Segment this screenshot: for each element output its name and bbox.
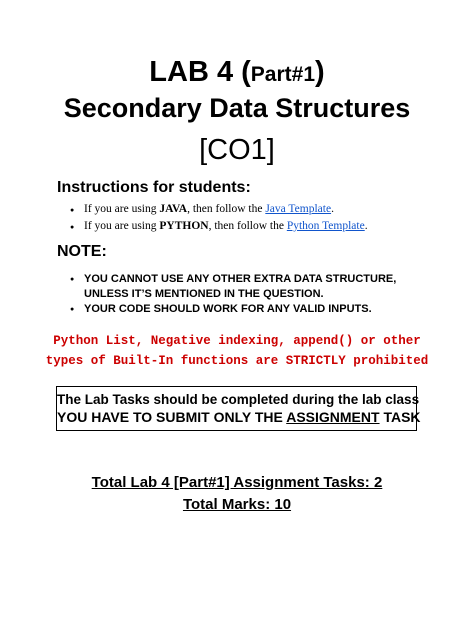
instruction-language: JAVA (159, 203, 188, 215)
instruction-text: , then follow the (187, 203, 266, 215)
lab-title-close: ) (315, 56, 325, 88)
python-template-link[interactable]: Python Template (286, 220, 365, 232)
instructions-list (70, 201, 460, 235)
note-heading: NOTE: (57, 243, 107, 260)
note-text: ● YOU CANNOT USE ANY OTHER EXTRA DATA STRUCTURE, (84, 273, 397, 285)
instruction-text: . (364, 220, 368, 232)
warning-line: Python List, Negative indexing, append() or other (53, 334, 421, 348)
instruction-item-java (70, 201, 460, 218)
lab-title-main: LAB 4 ( (149, 56, 251, 88)
lab-box-line1: The Lab Tasks should be completed during the lab class (57, 392, 420, 407)
lab-subtitle: Secondary Data Structures (63, 93, 411, 123)
lab-title-part: Part#1 (250, 63, 316, 86)
lab-task-box (56, 386, 421, 431)
total-marks: Total Marks: 10 (182, 496, 292, 513)
warning-line: types of Built-In functions are STRICTLY prohibited (45, 354, 429, 368)
instruction-text: . (331, 203, 334, 215)
lab-box-text: YOU HAVE TO SUBMIT ONLY THE (57, 409, 287, 425)
note-text: ● YOUR CODE SHOULD WORK FOR ANY VALID INPUTS. (84, 303, 372, 315)
note-item (70, 302, 450, 317)
lab-title (0, 54, 474, 93)
java-template-link[interactable]: Java Template (265, 203, 332, 215)
instruction-text: If you are using (84, 203, 160, 215)
instruction-text: If you are using (84, 220, 160, 232)
instruction-language: PYTHON (159, 220, 209, 232)
total-tasks: Total Lab 4 [Part#1] Assignment Tasks: 2 (91, 474, 383, 491)
note-text: UNLESS IT’S MENTIONED IN THE QUESTION. (84, 288, 324, 300)
course-outcome: [CO1] (199, 134, 275, 166)
lab-box-emphasis: ASSIGNMENT (286, 409, 380, 425)
instructions-heading: Instructions for students: (57, 179, 251, 196)
note-item (70, 272, 450, 302)
lab-box-text: TASK (379, 409, 421, 425)
instruction-item-python (70, 218, 460, 235)
instruction-text: , then follow the (208, 220, 287, 232)
prohibition-warning (40, 331, 434, 371)
note-list (70, 272, 450, 317)
lab-box-line2 (57, 409, 421, 425)
